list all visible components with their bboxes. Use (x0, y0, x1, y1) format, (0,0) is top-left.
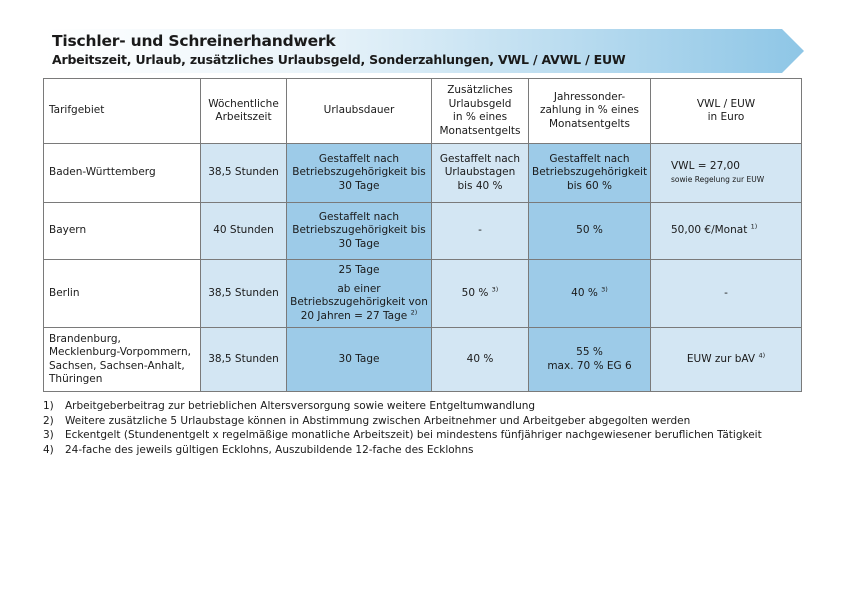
table-row (44, 144, 802, 203)
cell-leave: Gestaffelt nach Betriebszugehörigkeit bis 30 Tage (287, 144, 432, 203)
cell-vwl: 50,00 €/Monat $^{1)}$ (651, 203, 802, 260)
footnote-item: 4) 24-fache des jeweils gültigen Ecklohns, Auszubildende 12-fache des Ecklohns (43, 443, 474, 456)
cell-leave: 30 Tage (287, 328, 432, 392)
table-row (44, 260, 802, 328)
page-subtitle: Arbeitszeit, Urlaub, zusätzliches Urlaubsgeld, Sonderzahlungen, VWL / AVWL / EUW (52, 52, 626, 67)
footnote-marker: 1) (750, 222, 758, 231)
cell-leave: 25 Tage ab einer Betriebszugehörigkeit von 20 Jahren = 27 Tage $^{2)}$ (287, 260, 432, 328)
cell-bonus: - (432, 203, 529, 260)
footnote-marker: 4) (758, 351, 766, 360)
cell-hours: 38,5 Stunden (201, 328, 287, 392)
header-annual: Jahressonder- zahlung in % eines Monatsentgelts (529, 79, 651, 144)
footnote-marker: 2) (410, 308, 418, 316)
cell-vwl: - (651, 260, 802, 328)
footnote-item: 1) Arbeitgeberbeitrag zur betrieblichen Altersversorgung sowie weitere Entgeltumwandlung (43, 400, 536, 412)
title-banner (44, 29, 804, 73)
cell-region: Baden-Württemberg (44, 144, 201, 203)
cell-annual: 50 % (529, 203, 651, 260)
cell-hours: 40 Stunden (201, 203, 287, 260)
cell-bonus: Gestaffelt nach Urlaubstagen bis 40 % (432, 144, 529, 203)
header-region: Tarifgebiet (44, 79, 201, 144)
table-header-row (44, 79, 802, 144)
cell-annual: Gestaffelt nach Betriebszugehörigkeit bis 60 % (529, 144, 651, 203)
table-row (44, 328, 802, 392)
page-title: Tischler- und Schreinerhandwerk (52, 32, 336, 50)
footnote-item: 2) Weitere zusätzliche 5 Urlaubstage können in Abstimmung zwischen Arbeitnehmer und Arbeitgeber abgegolten werden (43, 414, 691, 427)
header-vwl: VWL / EUW in Euro (651, 79, 802, 144)
cell-annual: 40 % $^{3)}$ (529, 260, 651, 328)
header-hours: Wöchentliche Arbeitszeit (201, 79, 287, 144)
header-bonus: Zusätzliches Urlaubsgeld in % eines Monatsentgelts (432, 79, 529, 144)
cell-vwl: VWL = 27,00 sowie Regelung zur EUW (651, 144, 802, 203)
cell-region: Berlin (44, 260, 201, 328)
table-row (44, 203, 802, 260)
cell-hours: 38,5 Stunden (201, 260, 287, 328)
header-leave: Urlaubsdauer (287, 79, 432, 144)
cell-annual: 55 % max. 70 % EG 6 (529, 328, 651, 392)
footnote-marker: 3) (491, 285, 499, 294)
cell-vwl: EUW zur bAV $^{4)}$ (651, 328, 802, 392)
cell-hours: 38,5 Stunden (201, 144, 287, 203)
footnote-item: 3) Eckentgelt (Stundenentgelt x regelmäßige monatliche Arbeitszeit) bei mindestens fünfjähriger nachgewiesener beruflichen Tätigkeit (43, 429, 762, 441)
cell-region: Brandenburg, Mecklenburg-Vorpommern, Sachsen, Sachsen-Anhalt, Thüringen (44, 328, 201, 392)
cell-leave: Gestaffelt nach Betriebszugehörigkeit bis 30 Tage (287, 203, 432, 260)
footnote-marker: 3) (601, 285, 608, 294)
footnotes (43, 399, 762, 457)
cell-bonus: 40 % (432, 328, 529, 392)
tariff-table (43, 78, 802, 392)
cell-region: Bayern (44, 203, 201, 260)
cell-bonus: 50 % $^{3)}$ (432, 260, 529, 328)
